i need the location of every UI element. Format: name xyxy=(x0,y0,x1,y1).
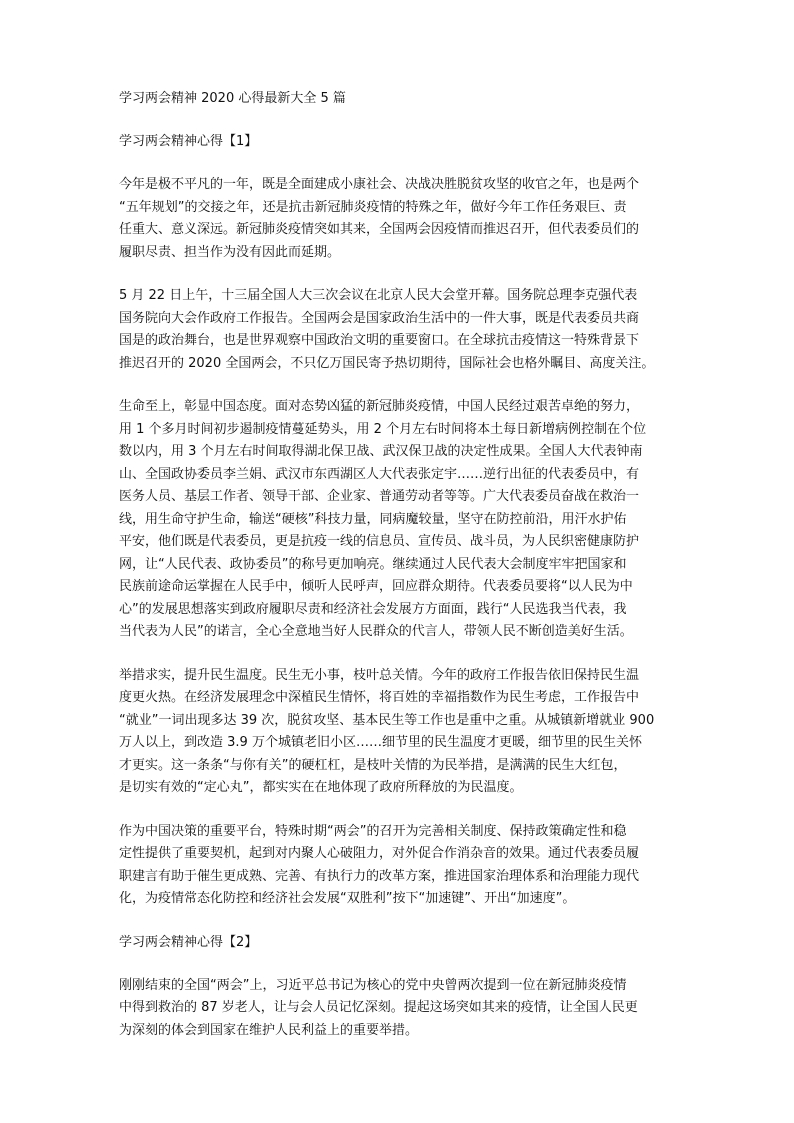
paragraph-line: 国是的政治舞台，也是世界观察中国政治文明的重要窗口。在全球抗击疫情这一特殊背景下 xyxy=(119,333,640,348)
paragraph xyxy=(119,665,679,800)
paragraph xyxy=(119,975,679,1043)
paragraph-line: 心”的发展思想落实到政府履职尽责和经济社会发展方方面面，践行“人民选我当代表，我 xyxy=(119,601,627,617)
paragraph-line: 今年是极不平凡的一年，既是全面建成小康社会、决战决胜脱贫攻坚的收官之年，也是两个 xyxy=(119,177,640,192)
paragraph xyxy=(119,174,679,264)
paragraph-line: 5 月 22 日上午，十三届全国人大三次会议在北京人民大会堂开幕。国务院总理李克强代表 xyxy=(119,288,638,303)
paragraph-line: 职建言有助于催生更成熟、完善、有执行力的改革方案，推进国家治理体系和治理能力现代 xyxy=(119,868,640,884)
paragraph-line: 度更火热。在经济发展理念中深植民生情怀，将百姓的幸福指数作为民生考虑，工作报告中 xyxy=(119,690,640,705)
paragraph-line: 作为中国决策的重要平台，特殊时期“两会”的召开为完善相关制度、保持政策确定性和稳 xyxy=(119,823,627,839)
paragraph-line: 山、全国政协委员李兰娟、武汉市东西湖区人大代表张定宇……逆行出征的代表委员中，有 xyxy=(119,466,640,482)
paragraph-line: 当代表为人民”的诺言，全心全意地当好人民群众的代言人，带领人民不断创造美好生活。 xyxy=(119,624,633,639)
paragraph-line: 生命至上，彰显中国态度。面对态势凶猛的新冠肺炎疫情，中国人民经过艰苦卓绝的努力， xyxy=(119,399,640,414)
paragraph-line: 民族前途命运掌握在人民手中，倾听人民呼声，回应群众期待。代表委员要将“以人民为中 xyxy=(119,579,633,594)
document-title: 学习两会精神 2020 心得最新大全 5 篇 xyxy=(119,91,346,106)
paragraph-line: 定性提供了重要契机，起到对内聚人心破阻力，对外促合作消杂音的效果。通过代表委员履 xyxy=(119,846,640,861)
paragraph-line: 化，为疫情常态化防控和经济社会发展“双胜利”按下“加速键”、开出“加速度”。 xyxy=(119,891,576,906)
paragraph-line: 用 1 个多月时间初步遏制疫情蔓延势头，用 2 个月左右时间将本土每日新增病例控制在个位 xyxy=(119,421,647,437)
paragraph-line: 数以内，用 3 个月左右时间取得湖北保卫战、武汉保卫战的决定性成果。全国人大代表钟南 xyxy=(119,444,643,459)
paragraph xyxy=(119,396,679,644)
paragraph-line: 刚刚结束的全国“两会”上，习近平总书记为核心的党中央曾两次提到一位在新冠肺炎疫情 xyxy=(119,977,627,993)
paragraph-line: 中得到救治的 87 岁老人，让与会人员记忆深刻。提起这场突如其来的疫情，让全国人民更 xyxy=(119,1000,638,1015)
paragraph-line: 网，让“人民代表、政协委员”的称号更加响亮。继续通过人民代表大会制度牢牢把国家和 xyxy=(119,556,627,572)
paragraph xyxy=(119,821,679,911)
paragraph-line: 医务人员、基层工作者、领导干部、企业家、普通劳动者等等。广大代表委员奋战在救治一 xyxy=(119,489,640,504)
paragraph-line: 才更实。这一条条“与你有关”的硬杠杠，是枝叶关情的为民举措，是满满的民生大红包， xyxy=(119,757,627,773)
paragraph-line: 平安，他们既是代表委员，更是抗疫一线的信息员、宣传员、战斗员，为人民织密健康防护 xyxy=(119,534,640,549)
section-heading-1: 学习两会精神心得【1】 xyxy=(119,134,258,149)
paragraph-line: 任重大、意义深远。新冠肺炎疫情突如其来，全国两会因疫情而推迟召开，但代表委员们的 xyxy=(119,222,640,237)
paragraph-line: “五年规划”的交接之年，还是抗击新冠肺炎疫情的特殊之年，做好今年工作任务艰巨、责 xyxy=(119,199,627,215)
paragraph xyxy=(119,285,679,375)
paragraph-line: 履职尽责、担当作为没有因此而延期。 xyxy=(119,244,341,260)
paragraph-line: 国务院向大会作政府工作报告。全国两会是国家政治生活中的一件大事，既是代表委员共商 xyxy=(119,310,640,326)
paragraph-line: 线，用生命守护生命，输送“硬核”科技力量，同病魔较量，坚守在防控前沿，用汗水护佑 xyxy=(119,511,627,527)
paragraph-line: 为深刻的体会到国家在维护人民利益上的重要举措。 xyxy=(119,1022,419,1038)
paragraph-line: 举措求实，提升民生温度。民生无小事，枝叶总关情。今年的政府工作报告依旧保持民生温 xyxy=(119,667,640,683)
section-heading-2: 学习两会精神心得【2】 xyxy=(119,934,258,950)
paragraph-line: 是切实有效的“定心丸”，都实实在在地体现了政府所释放的为民温度。 xyxy=(119,780,523,795)
paragraph-line: “就业”一词出现多达 39 次，脱贫攻坚、基本民生等工作也是重中之重。从城镇新增就业 900 xyxy=(119,712,655,728)
document-page xyxy=(119,88,679,1042)
paragraph-line: 万人以上，到改造 3.9 万个城镇老旧小区……细节里的民生温度才更暖，细节里的民生关怀 xyxy=(119,735,642,750)
paragraph-line: 推迟召开的 2020 全国两会，不只亿万国民寄予热切期待，国际社会也格外瞩目、高度关注。 xyxy=(119,355,655,371)
